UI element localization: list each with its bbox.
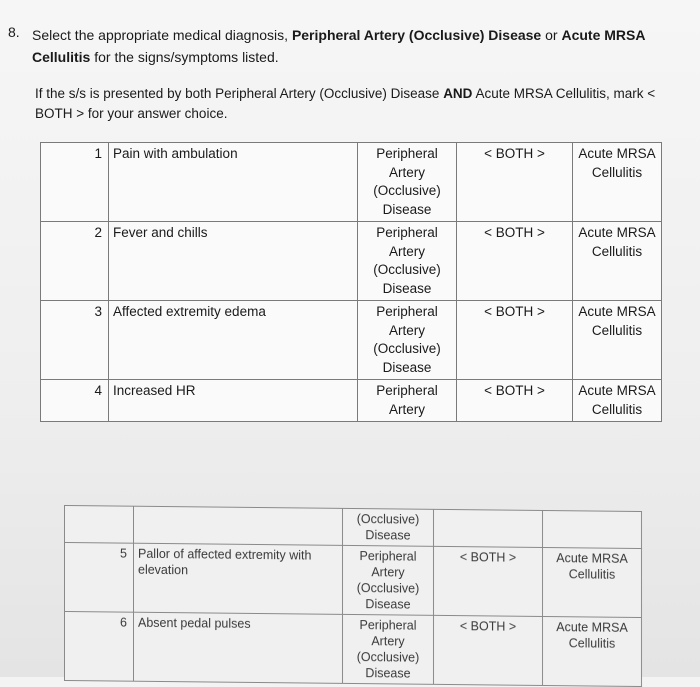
option-acute-mrsa[interactable]: Acute MRSA Cellulitis xyxy=(573,301,662,380)
option-both[interactable]: < BOTH > xyxy=(434,546,543,616)
table-row xyxy=(41,222,662,301)
table-row xyxy=(41,380,662,422)
answer-table-1 xyxy=(40,142,662,422)
option-acute-mrsa[interactable]: Acute MRSA Cellulitis xyxy=(573,222,662,301)
option-acute-empty xyxy=(543,510,642,548)
row-number: 6 xyxy=(65,611,134,681)
instr-tail: Acute MRSA Cellulitis, mark < BOTH > for your answer choice. xyxy=(35,86,656,121)
option-peripheral-artery[interactable]: Peripheral Artery xyxy=(358,380,457,422)
symptom-label: Fever and chills xyxy=(109,222,358,301)
question-tail: for the signs/symptoms listed. xyxy=(90,49,279,65)
symptom-label-empty xyxy=(134,506,343,545)
row-number: 1 xyxy=(41,143,109,222)
option-acute-mrsa[interactable]: Acute MRSA Cellulitis xyxy=(543,547,642,617)
question-dx-b: Acute MRSA Cellulitis xyxy=(32,27,645,65)
option-acute-mrsa[interactable]: Acute MRSA Cellulitis xyxy=(573,143,662,222)
symptom-label: Affected extremity edema xyxy=(109,301,358,380)
symptom-label: Pain with ambulation xyxy=(109,143,358,222)
option-both[interactable]: < BOTH > xyxy=(457,301,573,380)
instr-and: AND xyxy=(443,86,473,101)
question-dx-a: Peripheral Artery (Occlusive) Disease xyxy=(291,27,542,43)
option-peripheral-artery[interactable]: Peripheral Artery (Occlusive) Disease xyxy=(343,614,434,684)
option-both[interactable]: < BOTH > xyxy=(457,222,573,301)
row-number: 2 xyxy=(41,222,109,301)
row-number: 5 xyxy=(65,542,134,612)
option-peripheral-artery[interactable]: Peripheral Artery (Occlusive) Disease xyxy=(343,545,434,615)
question-instructions xyxy=(35,84,675,124)
answer-table-2 xyxy=(64,505,642,687)
option-both[interactable]: < BOTH > xyxy=(457,380,573,422)
symptom-label: Increased HR xyxy=(109,380,358,422)
option-both[interactable]: < BOTH > xyxy=(434,615,543,685)
row-number: 3 xyxy=(41,301,109,380)
question-or: or xyxy=(541,27,562,43)
option-peripheral-artery[interactable]: Peripheral Artery (Occlusive) Disease xyxy=(358,301,457,380)
option-acute-mrsa[interactable]: Acute MRSA Cellulitis xyxy=(573,380,662,422)
table-row xyxy=(41,143,662,222)
option-continued-text: (Occlusive) Disease xyxy=(343,508,434,546)
question-text xyxy=(32,24,672,68)
option-acute-mrsa[interactable]: Acute MRSA Cellulitis xyxy=(543,616,642,686)
option-peripheral-artery[interactable]: Peripheral Artery (Occlusive) Disease xyxy=(358,143,457,222)
table-row xyxy=(41,301,662,380)
table-row xyxy=(65,505,642,548)
option-both-empty xyxy=(434,509,543,547)
symptom-label: Pallor of affected extremity with elevation xyxy=(134,543,343,614)
instr-lead: If the s/s is presented by both Peripheral Artery (Occlusive) Disease xyxy=(35,86,444,101)
table-row xyxy=(65,611,642,686)
row-number: 4 xyxy=(41,380,109,422)
question-lead: Select the appropriate medical diagnosis, xyxy=(32,27,292,43)
option-both[interactable]: < BOTH > xyxy=(457,143,573,222)
row-number-empty xyxy=(65,505,134,543)
symptom-label: Absent pedal pulses xyxy=(134,612,343,683)
table-row xyxy=(65,542,642,617)
question-number: 8. xyxy=(8,24,20,40)
option-peripheral-artery[interactable]: Peripheral Artery (Occlusive) Disease xyxy=(358,222,457,301)
